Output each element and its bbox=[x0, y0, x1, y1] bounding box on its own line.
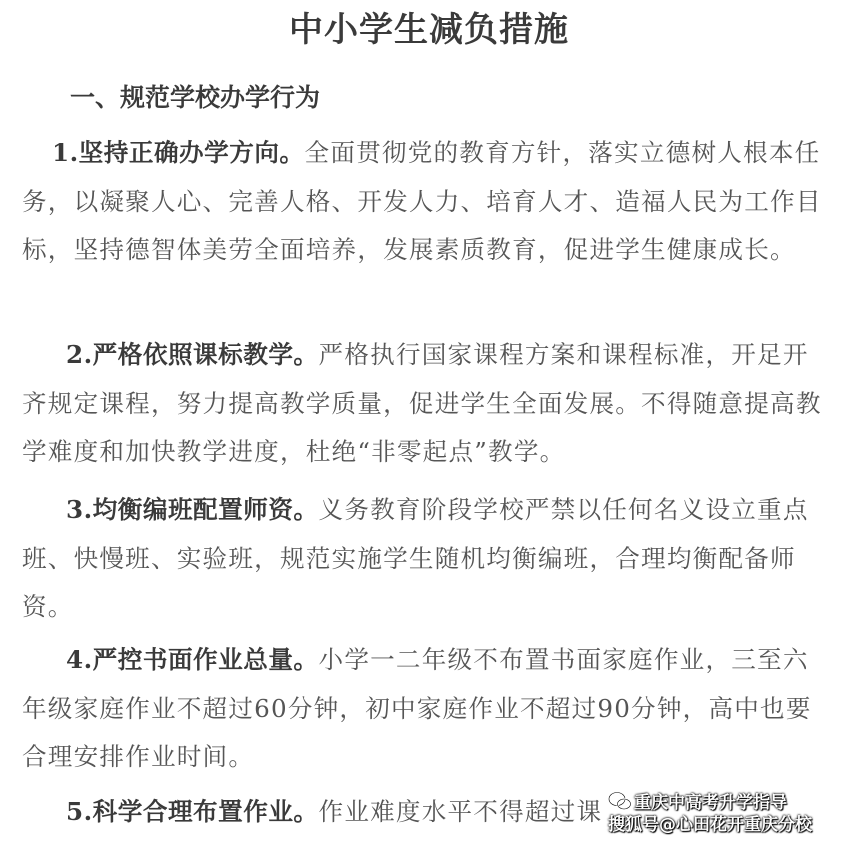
watermark bbox=[608, 790, 844, 836]
item-5-lead: 5.科学合理布置作业。 bbox=[66, 797, 319, 826]
paragraph-item-4 bbox=[22, 636, 834, 782]
document-title: 中小学生减负措施 bbox=[289, 10, 569, 50]
paragraph-item-1 bbox=[22, 129, 834, 275]
watermark-source: 搜狐号@心田花开重庆分校 bbox=[608, 815, 812, 835]
item-4-body: 小学一二年级不布置书面家庭作业，三至六年级家庭作业不超过60分钟，初中家庭作业不超过90分钟，高中也要合理安排作业时间。 bbox=[22, 645, 812, 771]
item-1-body: 全面贯彻党的教育方针，落实立德树人根本任务，以凝聚人心、完善人格、开发人力、培育人才、造福人民为工作目标，坚持德智体美劳全面培养，发展素质教育，促进学生健康成长。 bbox=[22, 138, 822, 264]
item-4-lead: 4.严控书面作业总量。 bbox=[66, 645, 319, 674]
paragraph-item-5 bbox=[22, 788, 622, 837]
item-3-lead: 3.均衡编班配置师资。 bbox=[66, 495, 319, 524]
item-3-body: 义务教育阶段学校严禁以任何名义设立重点班、快慢班、实验班，规范实施学生随机均衡编班，合理均衡配备师资。 bbox=[22, 495, 809, 621]
paragraph-item-2 bbox=[22, 331, 834, 477]
wechat-icon bbox=[608, 790, 632, 812]
paragraph-item-3 bbox=[22, 486, 834, 632]
watermark-account: 重庆中高考升学指导 bbox=[634, 793, 787, 813]
item-2-body: 严格执行国家课程方案和课程标准，开足开齐规定课程，努力提高教学质量，促进学生全面发展。不得随意提高教学难度和加快教学进度，杜绝“非零起点”教学。 bbox=[22, 340, 822, 466]
item-1-lead: 1.坚持正确办学方向。 bbox=[52, 138, 305, 167]
item-5-body: 作业难度水平不得超过课 bbox=[318, 797, 603, 826]
section-heading: 一、规范学校办学行为 bbox=[70, 83, 321, 112]
item-2-lead: 2.严格依照课标教学。 bbox=[66, 340, 319, 369]
